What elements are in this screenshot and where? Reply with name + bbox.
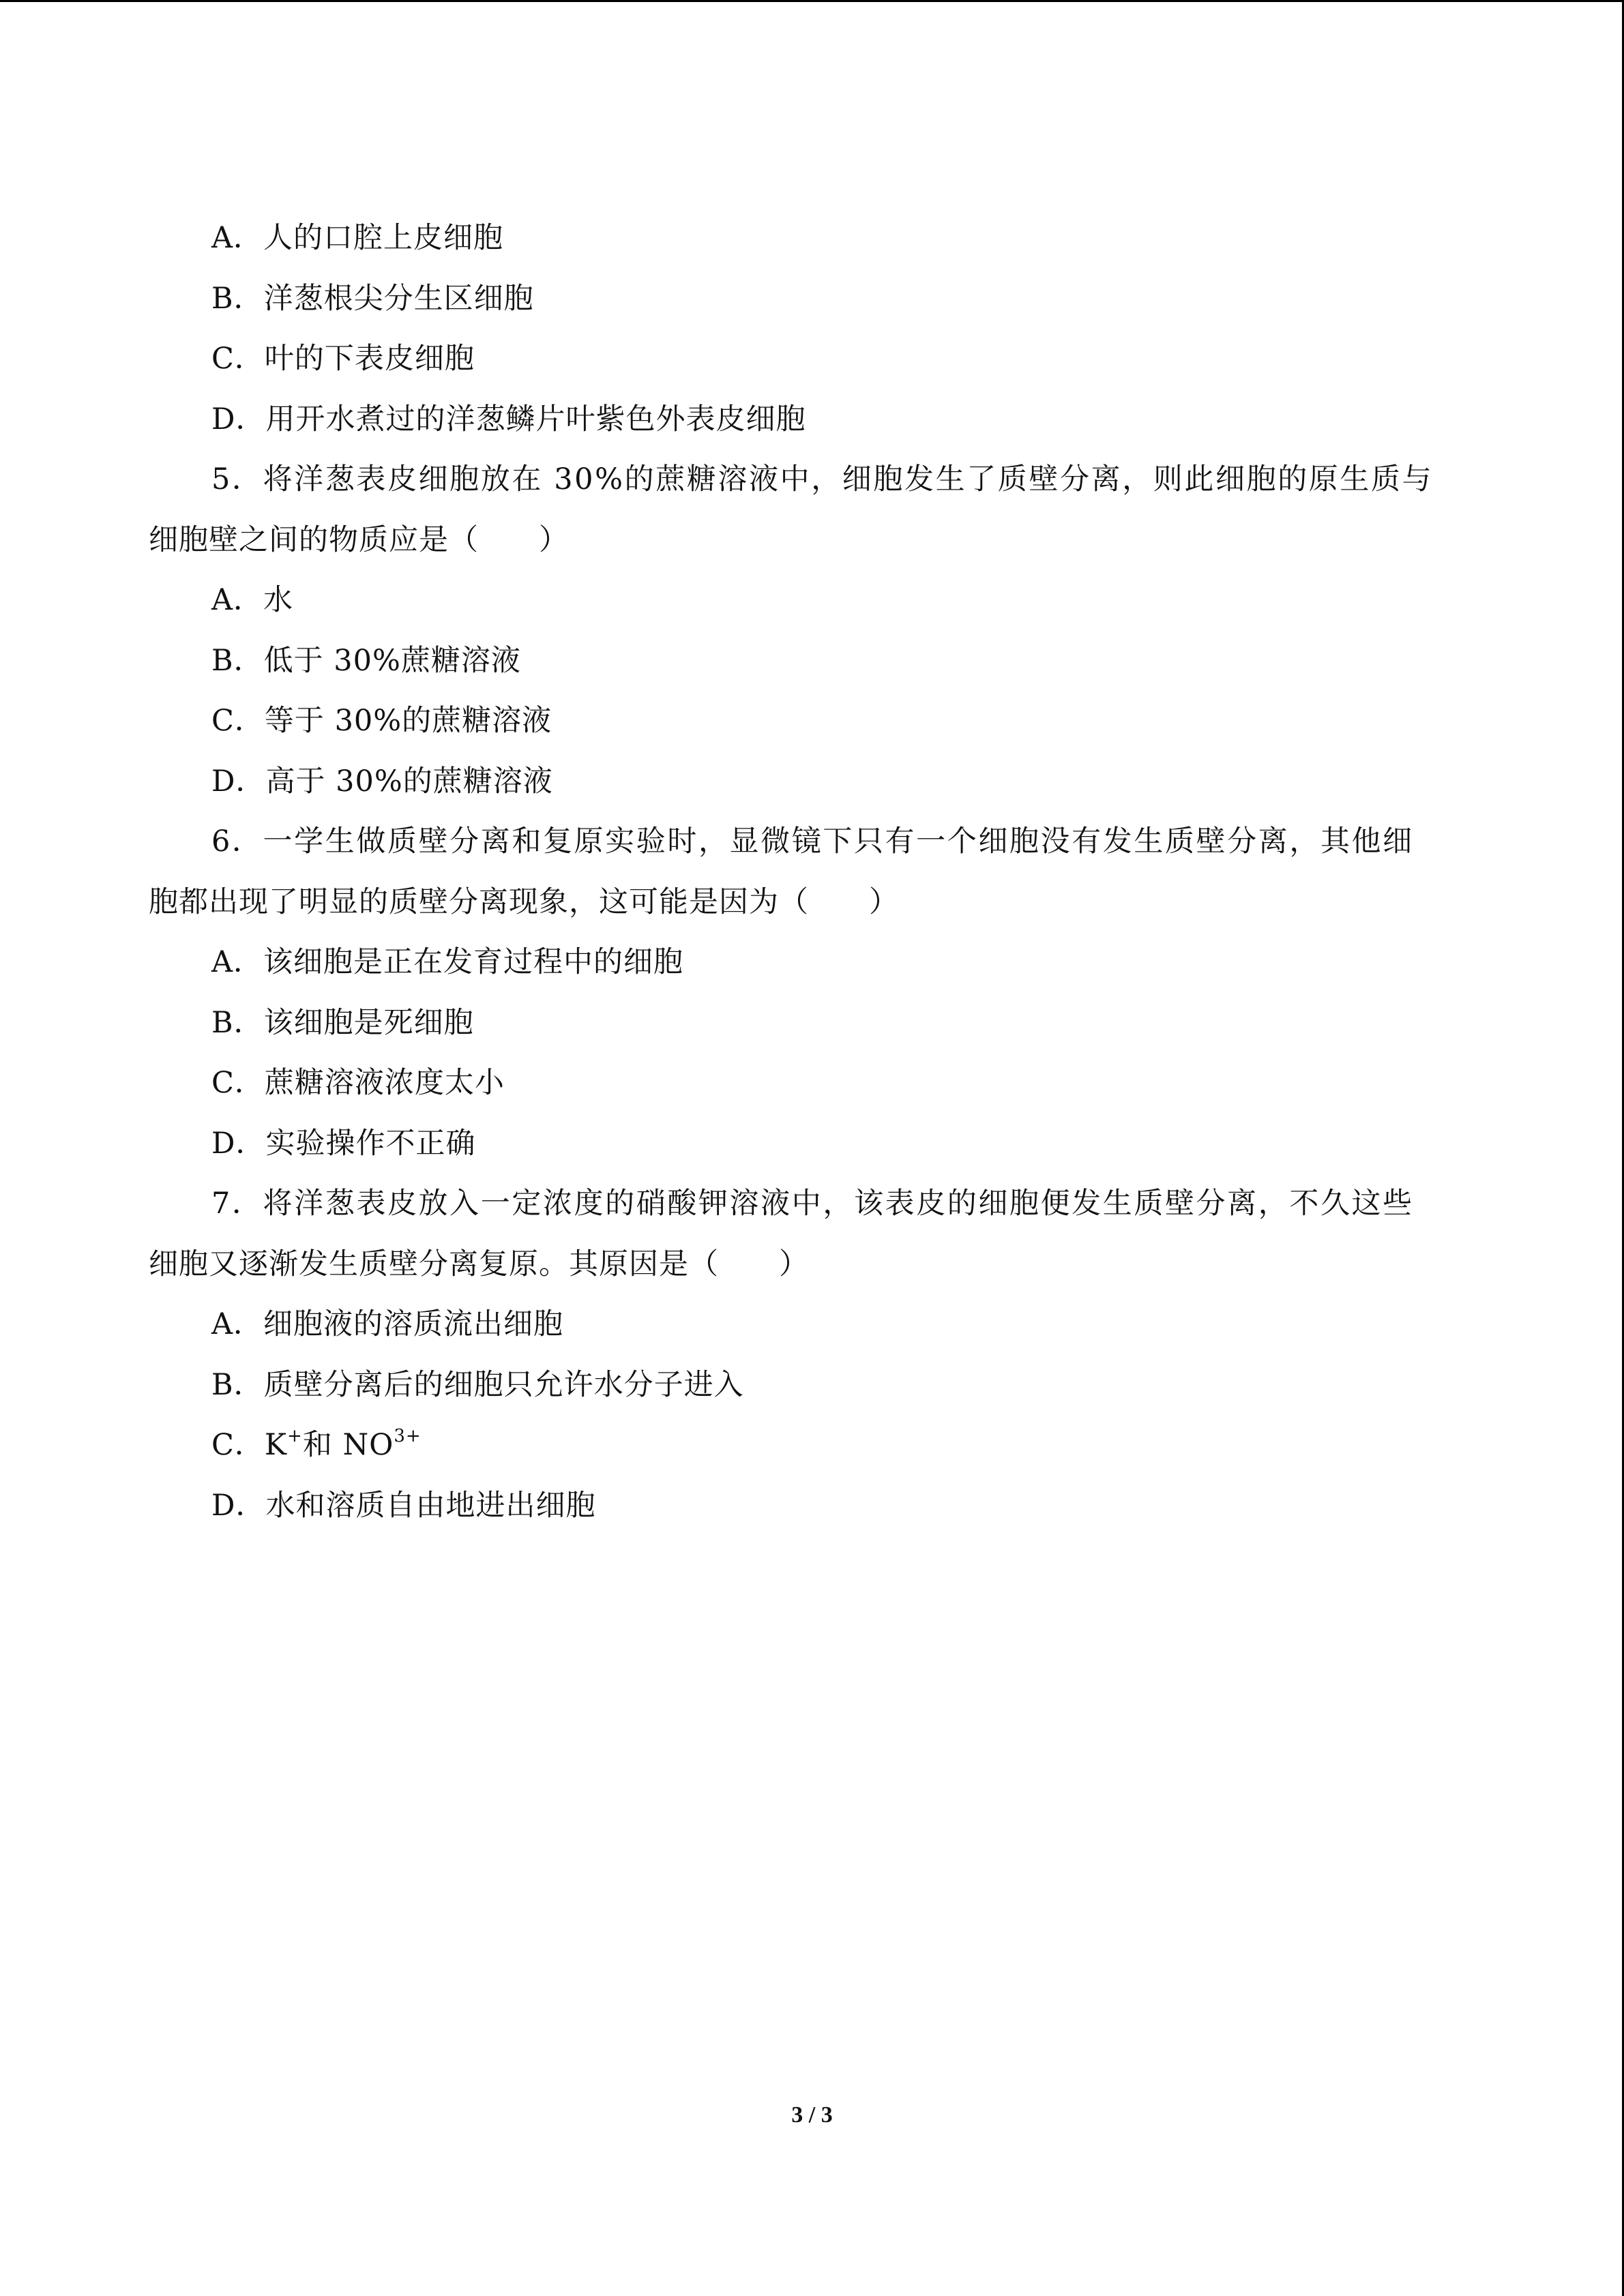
- q6-option-b: B．该细胞是死细胞: [211, 1005, 474, 1040]
- q7-option-c: [149, 1415, 1475, 1476]
- question-5: [149, 449, 1475, 811]
- q5-option-b: B．低于 30%蔗糖溶液: [211, 643, 521, 678]
- q6-option-c: C．蔗糖溶液浓度太小: [211, 1066, 505, 1100]
- question-6: [149, 811, 1475, 1174]
- q7-option-c-middle: 和 NO: [302, 1428, 394, 1462]
- q7-stem-line-1: 7．将洋葱表皮放入一定浓度的硝酸钾溶液中，该表皮的细胞便发生质壁分离，不久这些: [211, 1187, 1414, 1221]
- q7-option-c-superscript-charge-1: +: [287, 1425, 303, 1446]
- question-4-options: [149, 208, 1475, 449]
- page-number: 3 / 3: [791, 2102, 833, 2128]
- q6-option-d: D．实验操作不正确: [211, 1126, 476, 1161]
- q4-option-a: A．人的口腔上皮细胞: [211, 221, 504, 255]
- question-7: [149, 1174, 1475, 1536]
- q5-stem-line-1: 5．将洋葱表皮细胞放在 30%的蔗糖溶液中，细胞发生了质壁分离，则此细胞的原生质与: [211, 462, 1434, 496]
- q7-option-a: A．细胞液的溶质流出细胞: [211, 1307, 564, 1341]
- top-border-line: [0, 0, 1624, 2]
- q5-option-d: D．高于 30%的蔗糖溶液: [211, 764, 553, 799]
- q4-option-d: D．用开水煮过的洋葱鳞片叶紫色外表皮细胞: [211, 402, 806, 436]
- q5-option-a: A．水: [211, 583, 294, 617]
- q7-option-b: B．质壁分离后的细胞只允许水分子进入: [211, 1367, 744, 1402]
- q4-option-c: C．叶的下表皮细胞: [211, 342, 475, 376]
- q6-stem-line-2: 胞都出现了明显的质壁分离现象，这可能是因为（ ）: [149, 884, 899, 919]
- q7-stem-line-2: 细胞又逐渐发生质壁分离复原。其原因是（ ）: [149, 1247, 809, 1281]
- document-body: [149, 208, 1475, 1536]
- q7-option-c-superscript-charge-2: 3+: [394, 1425, 422, 1446]
- q6-option-a: A．该细胞是正在发育过程中的细胞: [211, 945, 684, 979]
- q4-option-b: B．洋葱根尖分生区细胞: [211, 281, 534, 316]
- q7-option-c-prefix: C．K: [211, 1428, 288, 1462]
- q7-option-d: D．水和溶质自由地进出细胞: [211, 1488, 596, 1523]
- q5-stem-line-2: 细胞壁之间的物质应是（ ）: [149, 522, 569, 557]
- q5-option-c: C．等于 30%的蔗糖溶液: [211, 704, 552, 738]
- q6-stem-line-1: 6．一学生做质壁分离和复原实验时，显微镜下只有一个细胞没有发生质壁分离，其他细: [211, 824, 1414, 859]
